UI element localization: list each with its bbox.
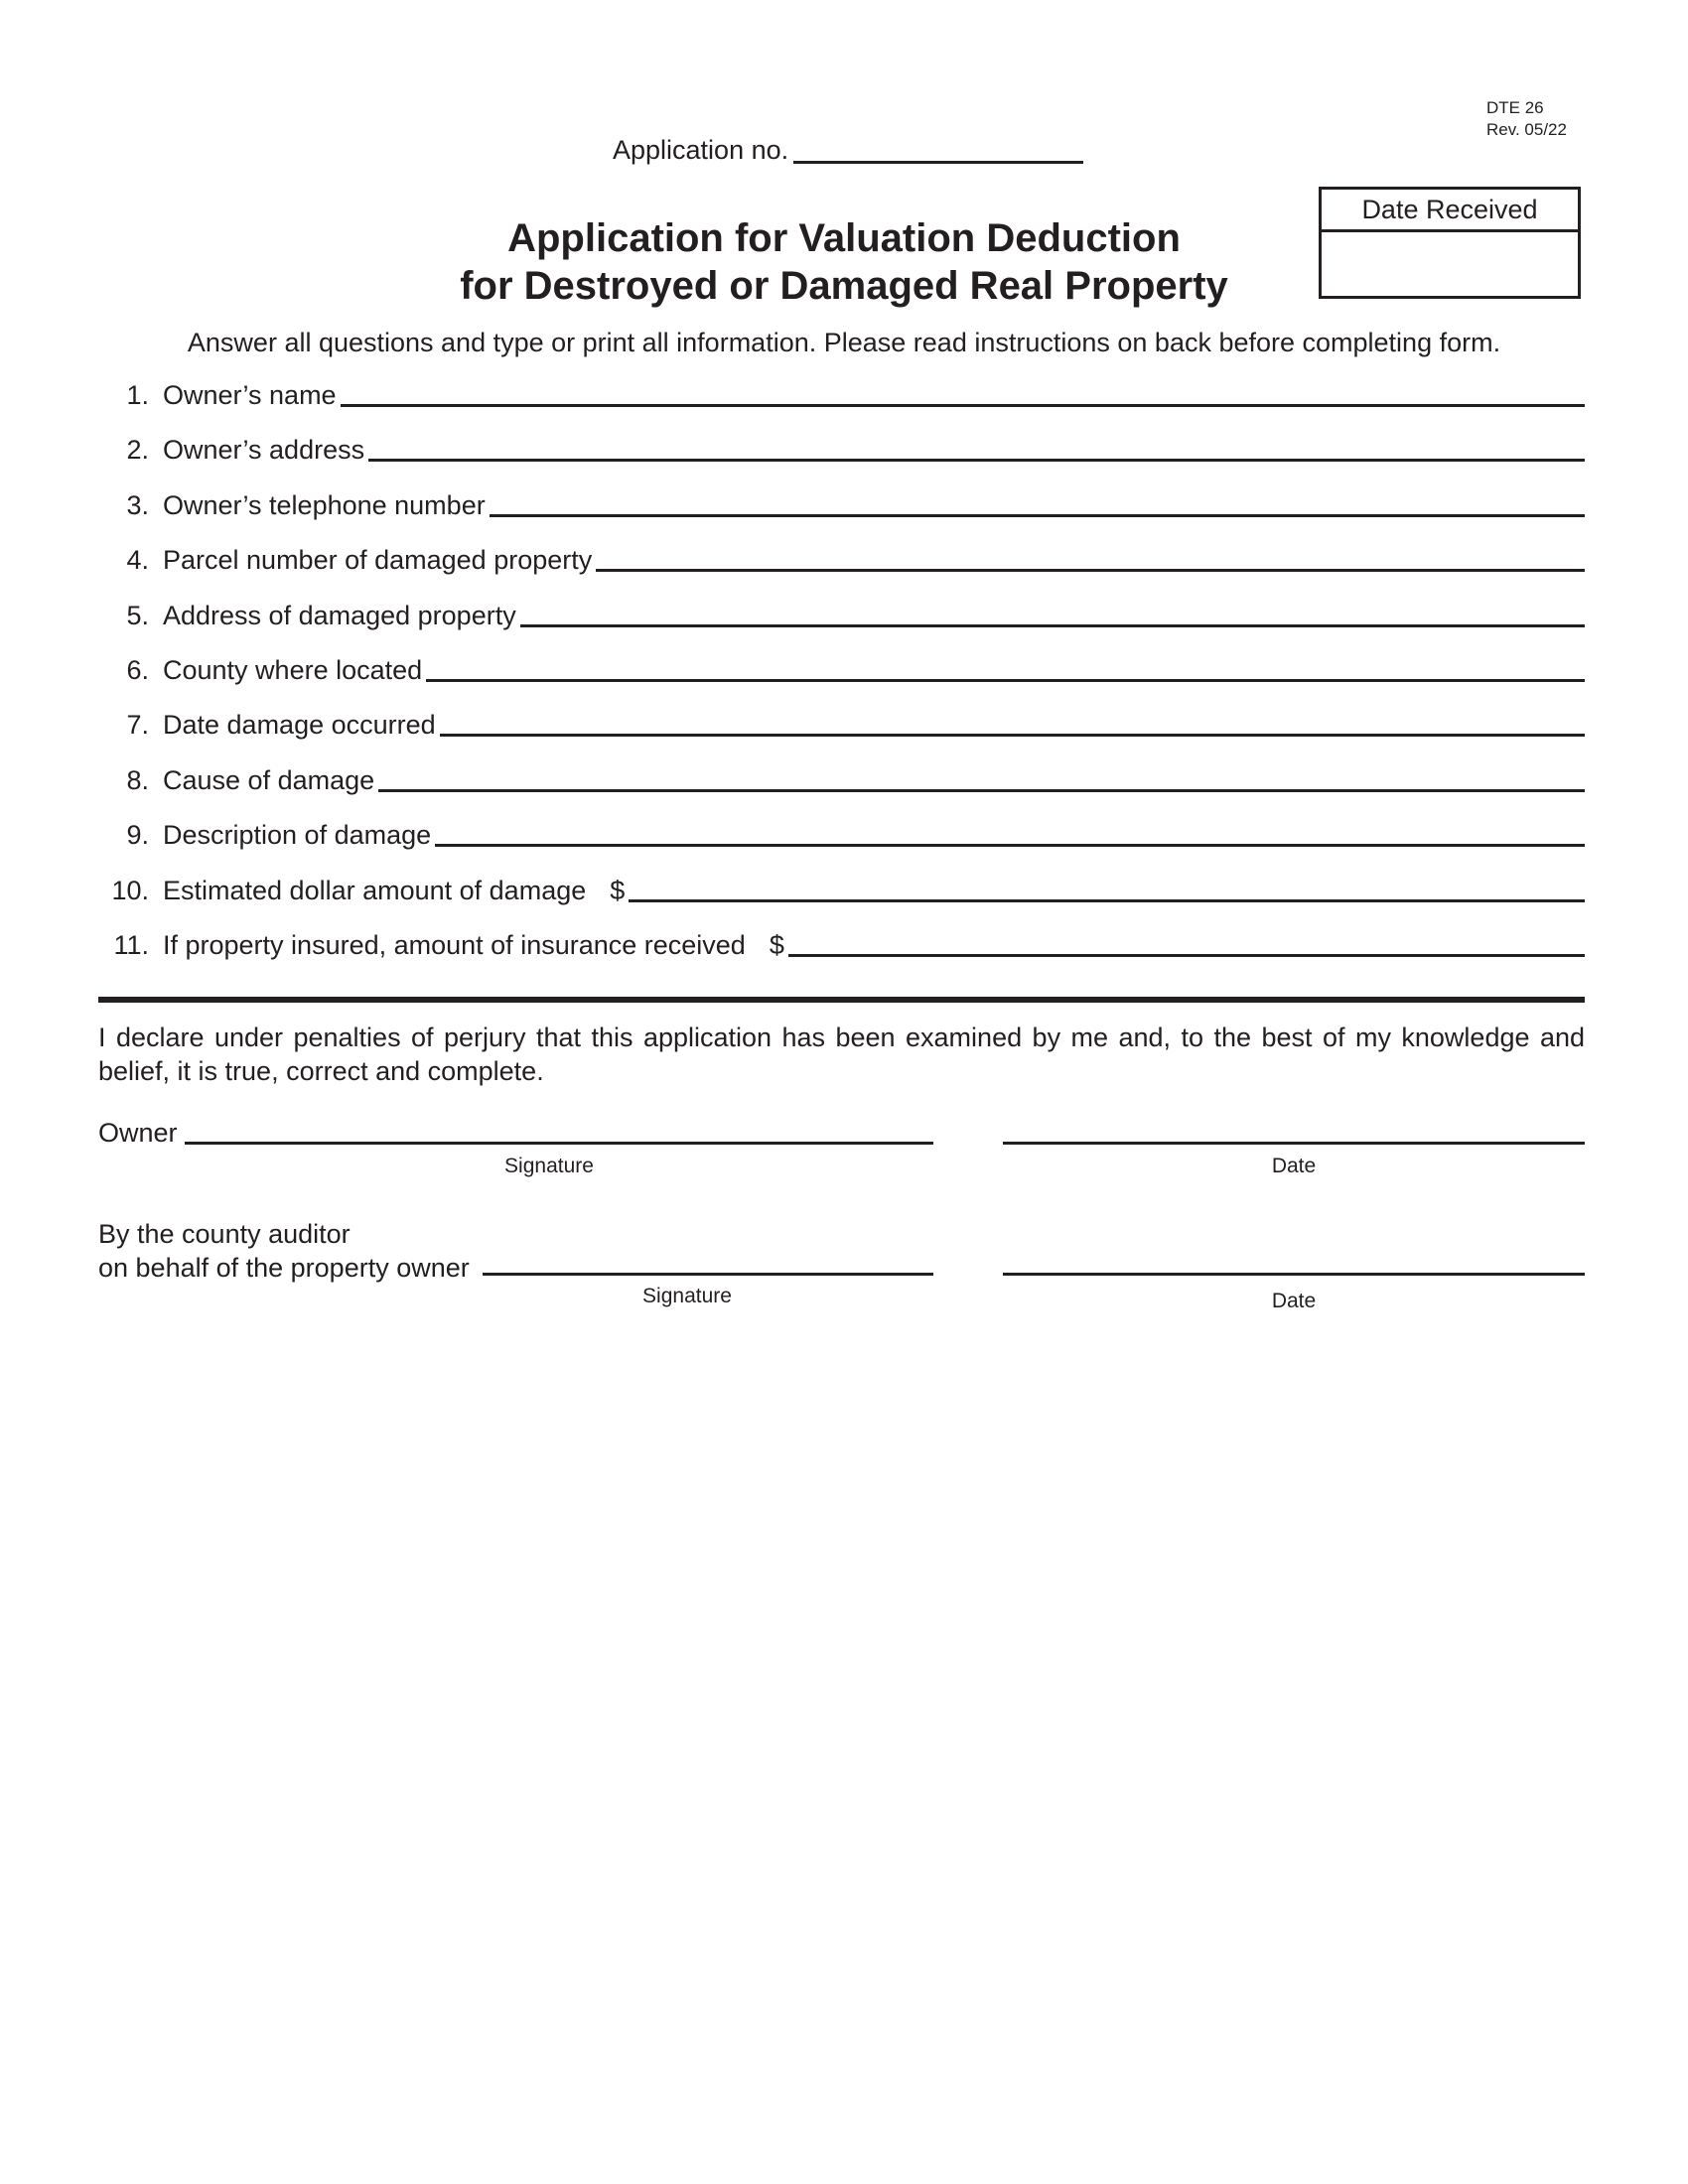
title-line-2: for Destroyed or Damaged Real Property (460, 264, 1228, 308)
section-divider (98, 997, 1585, 1003)
form-field-row (97, 592, 1585, 631)
field-number: 10. (111, 876, 149, 905)
form-field-row (97, 921, 1585, 961)
field-label: Estimated dollar amount of damage (163, 876, 587, 905)
form-field-row (97, 426, 1585, 466)
field-label: Owner’s address (163, 435, 365, 465)
application-number-field[interactable] (793, 161, 1083, 164)
date-received-label: Date Received (1322, 190, 1578, 232)
field-number: 8. (126, 765, 149, 795)
date-received-box (1319, 187, 1581, 299)
field-label: Cause of damage (163, 765, 375, 795)
form-field-row (97, 756, 1585, 796)
currency-symbol: $ (610, 876, 626, 905)
field-label: Date damage occurred (163, 710, 436, 740)
form-code-block (1486, 97, 1586, 141)
field-number: 6. (126, 655, 149, 685)
field-label: County where located (163, 655, 423, 685)
form-field-row (97, 536, 1585, 576)
form-code: DTE 26 (1486, 98, 1544, 117)
form-field-row (97, 867, 1585, 906)
field-input-line[interactable] (520, 624, 1585, 627)
auditor-label-line-2: on behalf of the property owner (98, 1253, 470, 1283)
auditor-date-field[interactable] (1003, 1273, 1585, 1276)
auditor-signature-field[interactable] (483, 1273, 933, 1276)
currency-symbol: $ (769, 930, 784, 960)
title-line-1: Application for Valuation Deduction (507, 216, 1181, 260)
field-number: 1. (126, 380, 149, 410)
field-label: Parcel number of damaged property (163, 545, 593, 575)
field-input-line[interactable] (788, 954, 1585, 957)
field-label: If property insured, amount of insurance received (163, 930, 746, 960)
application-number-label: Application no. (613, 135, 789, 165)
field-input-line[interactable] (629, 899, 1585, 902)
field-number: 2. (126, 435, 149, 465)
form-field-row (97, 481, 1585, 521)
field-number: 11. (113, 930, 149, 960)
field-label: Owner’s name (163, 380, 337, 410)
owner-date-field[interactable] (1003, 1142, 1585, 1145)
field-input-line[interactable] (435, 844, 1585, 847)
field-number: 3. (126, 490, 149, 520)
field-number: 9. (126, 820, 149, 850)
field-input-line[interactable] (378, 789, 1585, 792)
owner-signature-caption: Signature (504, 1155, 594, 1177)
auditor-label (98, 1217, 470, 1285)
auditor-signature-caption: Signature (642, 1285, 732, 1307)
owner-label: Owner (98, 1118, 178, 1148)
field-input-line[interactable] (596, 569, 1585, 572)
field-number: 5. (126, 601, 149, 630)
field-label: Owner’s telephone number (163, 490, 486, 520)
instructions-text: Answer all questions and type or print all information. Please read instructions on back before completing form. (187, 328, 1501, 357)
field-input-line[interactable] (426, 679, 1585, 682)
field-input-line[interactable] (341, 404, 1585, 407)
form-field-row (97, 371, 1585, 411)
revision-date: Rev. 05/22 (1486, 120, 1567, 139)
declaration-text: I declare under penalties of perjury that this application has been examined by me and, to the best of my knowledge and belief, it is true, correct and complete. (98, 1023, 1585, 1086)
owner-date-caption: Date (1271, 1155, 1317, 1177)
auditor-label-line-1: By the county auditor (98, 1219, 351, 1249)
field-label: Description of damage (163, 820, 432, 850)
field-label: Address of damaged property (163, 601, 516, 630)
field-input-line[interactable] (368, 459, 1585, 462)
auditor-date-caption: Date (1271, 1290, 1317, 1312)
form-field-row (97, 701, 1585, 741)
field-input-line[interactable] (490, 514, 1585, 517)
date-received-field[interactable] (1322, 232, 1578, 296)
field-input-line[interactable] (440, 734, 1585, 737)
page-title (417, 214, 1271, 310)
field-number: 7. (126, 710, 149, 740)
field-number: 4. (126, 545, 149, 575)
owner-signature-field[interactable] (185, 1142, 933, 1145)
form-field-row (97, 646, 1585, 686)
form-field-row (97, 811, 1585, 851)
